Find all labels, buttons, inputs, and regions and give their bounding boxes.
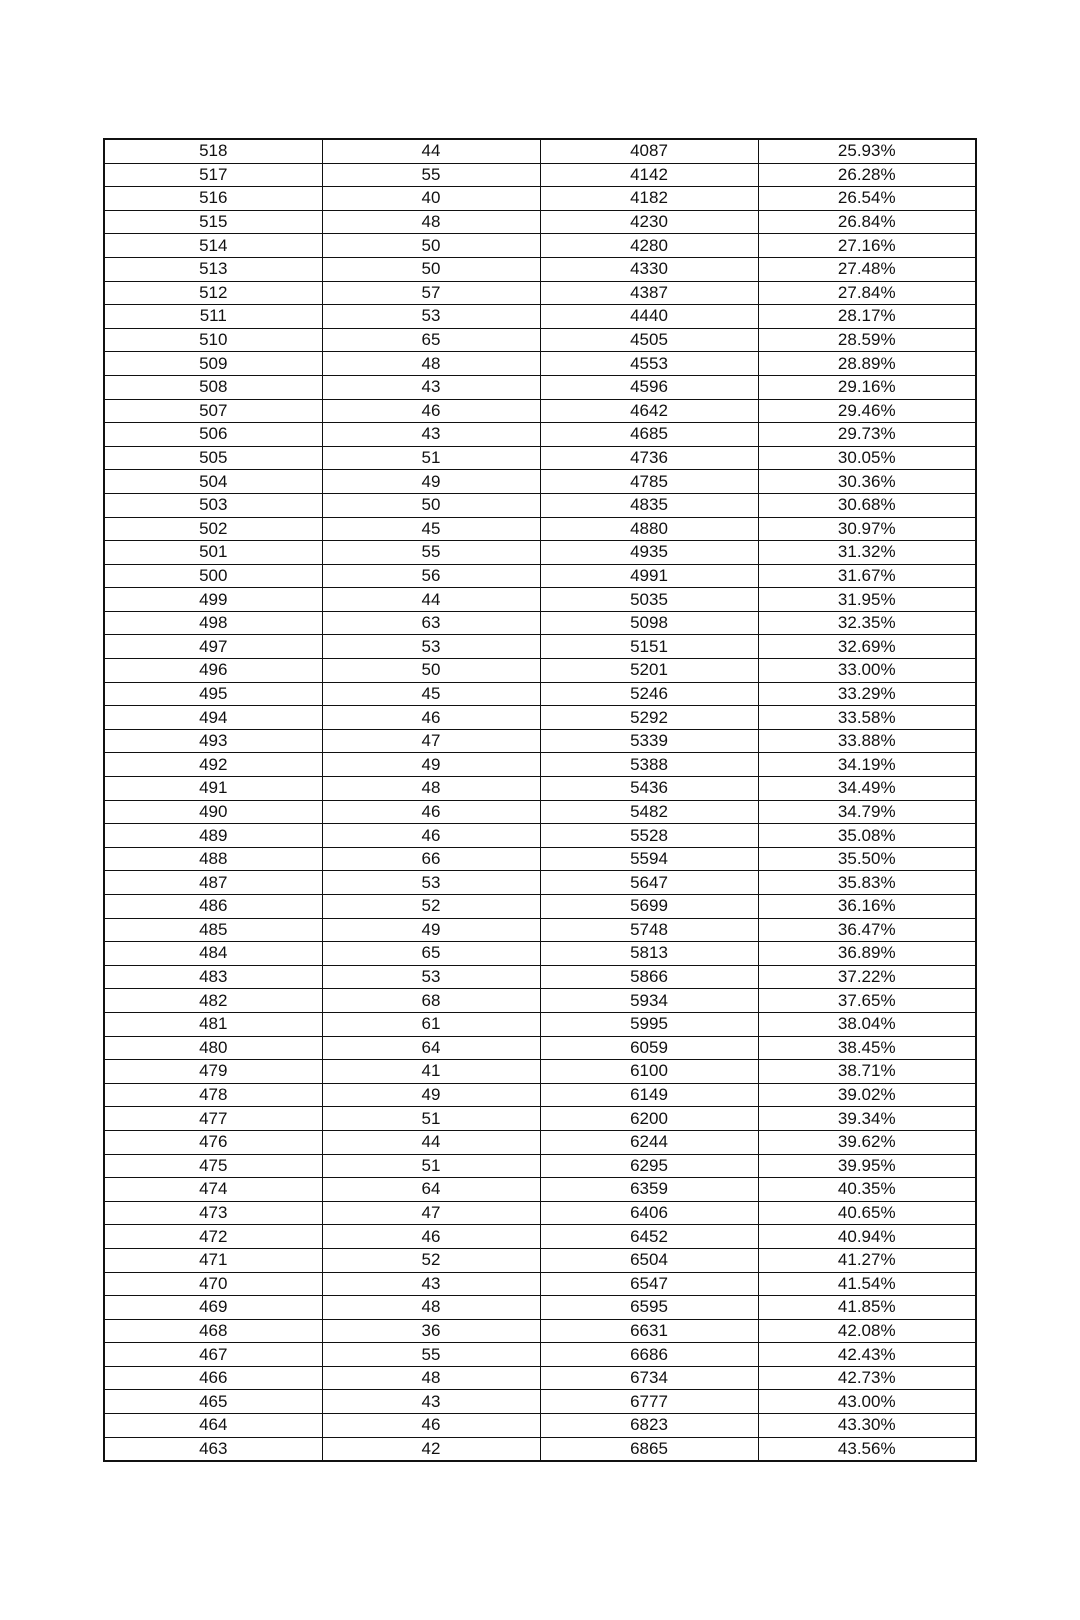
count-cell: 50 bbox=[322, 493, 540, 517]
count-cell: 47 bbox=[322, 1201, 540, 1225]
table-row bbox=[104, 1201, 976, 1225]
table-row bbox=[104, 305, 976, 329]
cumulative-percent-cell: 29.46% bbox=[758, 399, 976, 423]
table-row bbox=[104, 187, 976, 211]
cumulative-count-cell: 5098 bbox=[540, 611, 758, 635]
cumulative-percent-cell: 38.45% bbox=[758, 1036, 976, 1060]
cumulative-count-cell: 4685 bbox=[540, 423, 758, 447]
cumulative-percent-cell: 28.89% bbox=[758, 352, 976, 376]
cumulative-percent-cell: 26.84% bbox=[758, 210, 976, 234]
cumulative-percent-cell: 30.36% bbox=[758, 470, 976, 494]
table-row bbox=[104, 635, 976, 659]
cumulative-percent-cell: 29.73% bbox=[758, 423, 976, 447]
table-row bbox=[104, 989, 976, 1013]
cumulative-percent-cell: 38.71% bbox=[758, 1060, 976, 1084]
cumulative-percent-cell: 35.08% bbox=[758, 824, 976, 848]
score-cell: 511 bbox=[104, 305, 322, 329]
count-cell: 64 bbox=[322, 1178, 540, 1202]
cumulative-count-cell: 5151 bbox=[540, 635, 758, 659]
table-row bbox=[104, 1060, 976, 1084]
score-cell: 484 bbox=[104, 942, 322, 966]
cumulative-count-cell: 5436 bbox=[540, 777, 758, 801]
score-cell: 476 bbox=[104, 1130, 322, 1154]
cumulative-count-cell: 6359 bbox=[540, 1178, 758, 1202]
table-row bbox=[104, 1366, 976, 1390]
table-row bbox=[104, 871, 976, 895]
count-cell: 46 bbox=[322, 706, 540, 730]
table-row bbox=[104, 328, 976, 352]
score-cell: 483 bbox=[104, 965, 322, 989]
cumulative-percent-cell: 39.95% bbox=[758, 1154, 976, 1178]
table-row bbox=[104, 1390, 976, 1414]
cumulative-count-cell: 5699 bbox=[540, 895, 758, 919]
count-cell: 50 bbox=[322, 234, 540, 258]
score-cell: 471 bbox=[104, 1248, 322, 1272]
cumulative-percent-cell: 35.83% bbox=[758, 871, 976, 895]
cumulative-percent-cell: 39.34% bbox=[758, 1107, 976, 1131]
cumulative-count-cell: 5339 bbox=[540, 729, 758, 753]
cumulative-percent-cell: 34.79% bbox=[758, 800, 976, 824]
cumulative-percent-cell: 30.05% bbox=[758, 446, 976, 470]
table-body bbox=[104, 139, 976, 1461]
count-cell: 43 bbox=[322, 423, 540, 447]
table-row bbox=[104, 281, 976, 305]
cumulative-percent-cell: 34.19% bbox=[758, 753, 976, 777]
cumulative-percent-cell: 43.30% bbox=[758, 1414, 976, 1438]
cumulative-percent-cell: 27.48% bbox=[758, 257, 976, 281]
table-row bbox=[104, 1036, 976, 1060]
count-cell: 55 bbox=[322, 1343, 540, 1367]
count-cell: 48 bbox=[322, 777, 540, 801]
cumulative-percent-cell: 41.85% bbox=[758, 1296, 976, 1320]
cumulative-percent-cell: 31.67% bbox=[758, 564, 976, 588]
cumulative-count-cell: 4182 bbox=[540, 187, 758, 211]
cumulative-count-cell: 4736 bbox=[540, 446, 758, 470]
table-row bbox=[104, 139, 976, 163]
table-row bbox=[104, 1248, 976, 1272]
cumulative-count-cell: 5201 bbox=[540, 659, 758, 683]
table-row bbox=[104, 446, 976, 470]
table-row bbox=[104, 1272, 976, 1296]
score-cell: 489 bbox=[104, 824, 322, 848]
cumulative-percent-cell: 40.35% bbox=[758, 1178, 976, 1202]
score-cell: 490 bbox=[104, 800, 322, 824]
cumulative-count-cell: 6504 bbox=[540, 1248, 758, 1272]
cumulative-percent-cell: 26.28% bbox=[758, 163, 976, 187]
count-cell: 52 bbox=[322, 895, 540, 919]
cumulative-count-cell: 4087 bbox=[540, 139, 758, 163]
table-row bbox=[104, 1225, 976, 1249]
count-cell: 48 bbox=[322, 1296, 540, 1320]
score-cell: 515 bbox=[104, 210, 322, 234]
cumulative-count-cell: 5934 bbox=[540, 989, 758, 1013]
cumulative-percent-cell: 33.58% bbox=[758, 706, 976, 730]
count-cell: 46 bbox=[322, 1225, 540, 1249]
table-row bbox=[104, 163, 976, 187]
cumulative-percent-cell: 34.49% bbox=[758, 777, 976, 801]
cumulative-percent-cell: 30.97% bbox=[758, 517, 976, 541]
count-cell: 40 bbox=[322, 187, 540, 211]
score-cell: 491 bbox=[104, 777, 322, 801]
score-cell: 496 bbox=[104, 659, 322, 683]
count-cell: 49 bbox=[322, 918, 540, 942]
table-row bbox=[104, 564, 976, 588]
cumulative-count-cell: 6295 bbox=[540, 1154, 758, 1178]
count-cell: 51 bbox=[322, 446, 540, 470]
count-cell: 50 bbox=[322, 659, 540, 683]
table-row bbox=[104, 682, 976, 706]
table-row bbox=[104, 588, 976, 612]
count-cell: 42 bbox=[322, 1437, 540, 1461]
cumulative-count-cell: 4230 bbox=[540, 210, 758, 234]
table-row bbox=[104, 352, 976, 376]
score-cell: 467 bbox=[104, 1343, 322, 1367]
cumulative-percent-cell: 28.17% bbox=[758, 305, 976, 329]
score-cell: 468 bbox=[104, 1319, 322, 1343]
table-row bbox=[104, 729, 976, 753]
count-cell: 64 bbox=[322, 1036, 540, 1060]
cumulative-count-cell: 4596 bbox=[540, 375, 758, 399]
score-cell: 482 bbox=[104, 989, 322, 1013]
score-cell: 508 bbox=[104, 375, 322, 399]
cumulative-percent-cell: 36.89% bbox=[758, 942, 976, 966]
table-row bbox=[104, 1343, 976, 1367]
cumulative-count-cell: 6823 bbox=[540, 1414, 758, 1438]
cumulative-percent-cell: 28.59% bbox=[758, 328, 976, 352]
table-row bbox=[104, 493, 976, 517]
score-cell: 505 bbox=[104, 446, 322, 470]
count-cell: 55 bbox=[322, 163, 540, 187]
cumulative-count-cell: 6547 bbox=[540, 1272, 758, 1296]
score-cell: 499 bbox=[104, 588, 322, 612]
count-cell: 66 bbox=[322, 847, 540, 871]
cumulative-percent-cell: 31.32% bbox=[758, 541, 976, 565]
score-cell: 504 bbox=[104, 470, 322, 494]
cumulative-count-cell: 5594 bbox=[540, 847, 758, 871]
score-cell: 466 bbox=[104, 1366, 322, 1390]
cumulative-percent-cell: 25.93% bbox=[758, 139, 976, 163]
cumulative-percent-cell: 29.16% bbox=[758, 375, 976, 399]
cumulative-percent-cell: 37.22% bbox=[758, 965, 976, 989]
table-row bbox=[104, 777, 976, 801]
cumulative-count-cell: 5292 bbox=[540, 706, 758, 730]
cumulative-count-cell: 4440 bbox=[540, 305, 758, 329]
score-cell: 487 bbox=[104, 871, 322, 895]
cumulative-count-cell: 5866 bbox=[540, 965, 758, 989]
score-cell: 498 bbox=[104, 611, 322, 635]
cumulative-percent-cell: 38.04% bbox=[758, 1012, 976, 1036]
count-cell: 43 bbox=[322, 375, 540, 399]
count-cell: 41 bbox=[322, 1060, 540, 1084]
table-row bbox=[104, 1178, 976, 1202]
score-cell: 488 bbox=[104, 847, 322, 871]
count-cell: 53 bbox=[322, 305, 540, 329]
table-row bbox=[104, 1083, 976, 1107]
cumulative-count-cell: 6595 bbox=[540, 1296, 758, 1320]
score-cell: 494 bbox=[104, 706, 322, 730]
cumulative-percent-cell: 33.00% bbox=[758, 659, 976, 683]
count-cell: 65 bbox=[322, 328, 540, 352]
cumulative-count-cell: 5995 bbox=[540, 1012, 758, 1036]
count-cell: 57 bbox=[322, 281, 540, 305]
cumulative-percent-cell: 27.84% bbox=[758, 281, 976, 305]
cumulative-count-cell: 6059 bbox=[540, 1036, 758, 1060]
score-cell: 495 bbox=[104, 682, 322, 706]
score-cell: 506 bbox=[104, 423, 322, 447]
cumulative-percent-cell: 40.94% bbox=[758, 1225, 976, 1249]
count-cell: 61 bbox=[322, 1012, 540, 1036]
cumulative-percent-cell: 30.68% bbox=[758, 493, 976, 517]
count-cell: 45 bbox=[322, 517, 540, 541]
count-cell: 49 bbox=[322, 753, 540, 777]
score-cell: 497 bbox=[104, 635, 322, 659]
cumulative-count-cell: 4142 bbox=[540, 163, 758, 187]
cumulative-count-cell: 4330 bbox=[540, 257, 758, 281]
score-cell: 486 bbox=[104, 895, 322, 919]
cumulative-count-cell: 6734 bbox=[540, 1366, 758, 1390]
score-cell: 464 bbox=[104, 1414, 322, 1438]
score-cell: 512 bbox=[104, 281, 322, 305]
cumulative-count-cell: 4880 bbox=[540, 517, 758, 541]
cumulative-count-cell: 6406 bbox=[540, 1201, 758, 1225]
count-cell: 56 bbox=[322, 564, 540, 588]
score-cell: 503 bbox=[104, 493, 322, 517]
cumulative-percent-cell: 27.16% bbox=[758, 234, 976, 258]
cumulative-count-cell: 6777 bbox=[540, 1390, 758, 1414]
count-cell: 53 bbox=[322, 635, 540, 659]
table-row bbox=[104, 1107, 976, 1131]
count-cell: 43 bbox=[322, 1390, 540, 1414]
cumulative-count-cell: 5748 bbox=[540, 918, 758, 942]
score-cell: 509 bbox=[104, 352, 322, 376]
count-cell: 48 bbox=[322, 1366, 540, 1390]
count-cell: 65 bbox=[322, 942, 540, 966]
table-row bbox=[104, 800, 976, 824]
score-cell: 477 bbox=[104, 1107, 322, 1131]
table-row bbox=[104, 1319, 976, 1343]
table-row bbox=[104, 470, 976, 494]
table-row bbox=[104, 257, 976, 281]
cumulative-count-cell: 4387 bbox=[540, 281, 758, 305]
cumulative-percent-cell: 42.73% bbox=[758, 1366, 976, 1390]
cumulative-count-cell: 4835 bbox=[540, 493, 758, 517]
cumulative-count-cell: 6200 bbox=[540, 1107, 758, 1131]
cumulative-count-cell: 4280 bbox=[540, 234, 758, 258]
score-cell: 513 bbox=[104, 257, 322, 281]
table-row bbox=[104, 847, 976, 871]
cumulative-percent-cell: 35.50% bbox=[758, 847, 976, 871]
table-row bbox=[104, 517, 976, 541]
cumulative-percent-cell: 37.65% bbox=[758, 989, 976, 1013]
score-cell: 507 bbox=[104, 399, 322, 423]
score-cell: 518 bbox=[104, 139, 322, 163]
table-row bbox=[104, 1437, 976, 1461]
score-cell: 500 bbox=[104, 564, 322, 588]
count-cell: 68 bbox=[322, 989, 540, 1013]
count-cell: 44 bbox=[322, 588, 540, 612]
count-cell: 43 bbox=[322, 1272, 540, 1296]
cumulative-count-cell: 6631 bbox=[540, 1319, 758, 1343]
score-cell: 470 bbox=[104, 1272, 322, 1296]
count-cell: 47 bbox=[322, 729, 540, 753]
score-cell: 502 bbox=[104, 517, 322, 541]
table-row bbox=[104, 824, 976, 848]
table-row bbox=[104, 706, 976, 730]
cumulative-percent-cell: 31.95% bbox=[758, 588, 976, 612]
table-row bbox=[104, 210, 976, 234]
cumulative-count-cell: 5246 bbox=[540, 682, 758, 706]
count-cell: 51 bbox=[322, 1107, 540, 1131]
table-row bbox=[104, 895, 976, 919]
count-cell: 53 bbox=[322, 965, 540, 989]
score-cell: 492 bbox=[104, 753, 322, 777]
cumulative-percent-cell: 41.27% bbox=[758, 1248, 976, 1272]
score-cell: 478 bbox=[104, 1083, 322, 1107]
table-row bbox=[104, 399, 976, 423]
score-cell: 465 bbox=[104, 1390, 322, 1414]
cumulative-percent-cell: 39.02% bbox=[758, 1083, 976, 1107]
score-cell: 516 bbox=[104, 187, 322, 211]
table-row bbox=[104, 375, 976, 399]
count-cell: 52 bbox=[322, 1248, 540, 1272]
count-cell: 44 bbox=[322, 1130, 540, 1154]
count-cell: 46 bbox=[322, 399, 540, 423]
count-cell: 53 bbox=[322, 871, 540, 895]
count-cell: 46 bbox=[322, 824, 540, 848]
table-row bbox=[104, 659, 976, 683]
count-cell: 36 bbox=[322, 1319, 540, 1343]
cumulative-percent-cell: 26.54% bbox=[758, 187, 976, 211]
count-cell: 49 bbox=[322, 1083, 540, 1107]
count-cell: 63 bbox=[322, 611, 540, 635]
cumulative-count-cell: 6452 bbox=[540, 1225, 758, 1249]
count-cell: 45 bbox=[322, 682, 540, 706]
cumulative-percent-cell: 32.35% bbox=[758, 611, 976, 635]
cumulative-percent-cell: 36.47% bbox=[758, 918, 976, 942]
score-cell: 514 bbox=[104, 234, 322, 258]
score-cell: 475 bbox=[104, 1154, 322, 1178]
table-row bbox=[104, 1130, 976, 1154]
table-row bbox=[104, 1296, 976, 1320]
cumulative-count-cell: 4935 bbox=[540, 541, 758, 565]
count-cell: 55 bbox=[322, 541, 540, 565]
table-row bbox=[104, 541, 976, 565]
cumulative-count-cell: 6686 bbox=[540, 1343, 758, 1367]
cumulative-percent-cell: 40.65% bbox=[758, 1201, 976, 1225]
cumulative-count-cell: 6244 bbox=[540, 1130, 758, 1154]
score-cell: 480 bbox=[104, 1036, 322, 1060]
table-row bbox=[104, 942, 976, 966]
cumulative-count-cell: 5647 bbox=[540, 871, 758, 895]
table-row bbox=[104, 753, 976, 777]
cumulative-count-cell: 6149 bbox=[540, 1083, 758, 1107]
cumulative-percent-cell: 36.16% bbox=[758, 895, 976, 919]
cumulative-count-cell: 5813 bbox=[540, 942, 758, 966]
count-cell: 46 bbox=[322, 1414, 540, 1438]
cumulative-percent-cell: 43.00% bbox=[758, 1390, 976, 1414]
cumulative-count-cell: 5528 bbox=[540, 824, 758, 848]
score-cell: 485 bbox=[104, 918, 322, 942]
table-row bbox=[104, 611, 976, 635]
cumulative-count-cell: 5482 bbox=[540, 800, 758, 824]
cumulative-percent-cell: 32.69% bbox=[758, 635, 976, 659]
count-cell: 46 bbox=[322, 800, 540, 824]
cumulative-count-cell: 4785 bbox=[540, 470, 758, 494]
cumulative-count-cell: 5035 bbox=[540, 588, 758, 612]
count-cell: 50 bbox=[322, 257, 540, 281]
score-cell: 473 bbox=[104, 1201, 322, 1225]
score-cell: 479 bbox=[104, 1060, 322, 1084]
score-cell: 472 bbox=[104, 1225, 322, 1249]
score-cell: 463 bbox=[104, 1437, 322, 1461]
score-cell: 481 bbox=[104, 1012, 322, 1036]
cumulative-percent-cell: 39.62% bbox=[758, 1130, 976, 1154]
count-cell: 44 bbox=[322, 139, 540, 163]
score-cell: 493 bbox=[104, 729, 322, 753]
cumulative-count-cell: 4553 bbox=[540, 352, 758, 376]
cumulative-percent-cell: 43.56% bbox=[758, 1437, 976, 1461]
count-cell: 49 bbox=[322, 470, 540, 494]
score-distribution-table bbox=[103, 138, 977, 1462]
score-cell: 469 bbox=[104, 1296, 322, 1320]
cumulative-count-cell: 4642 bbox=[540, 399, 758, 423]
score-cell: 474 bbox=[104, 1178, 322, 1202]
score-cell: 510 bbox=[104, 328, 322, 352]
count-cell: 48 bbox=[322, 210, 540, 234]
table-row bbox=[104, 1154, 976, 1178]
cumulative-count-cell: 5388 bbox=[540, 753, 758, 777]
table-row bbox=[104, 918, 976, 942]
table-row bbox=[104, 965, 976, 989]
cumulative-percent-cell: 42.43% bbox=[758, 1343, 976, 1367]
score-cell: 501 bbox=[104, 541, 322, 565]
cumulative-count-cell: 4991 bbox=[540, 564, 758, 588]
cumulative-count-cell: 6865 bbox=[540, 1437, 758, 1461]
cumulative-percent-cell: 33.88% bbox=[758, 729, 976, 753]
cumulative-percent-cell: 41.54% bbox=[758, 1272, 976, 1296]
table-row bbox=[104, 423, 976, 447]
score-cell: 517 bbox=[104, 163, 322, 187]
table-row bbox=[104, 1414, 976, 1438]
count-cell: 51 bbox=[322, 1154, 540, 1178]
cumulative-percent-cell: 33.29% bbox=[758, 682, 976, 706]
cumulative-count-cell: 6100 bbox=[540, 1060, 758, 1084]
table-row bbox=[104, 1012, 976, 1036]
cumulative-count-cell: 4505 bbox=[540, 328, 758, 352]
cumulative-percent-cell: 42.08% bbox=[758, 1319, 976, 1343]
table-row bbox=[104, 234, 976, 258]
count-cell: 48 bbox=[322, 352, 540, 376]
